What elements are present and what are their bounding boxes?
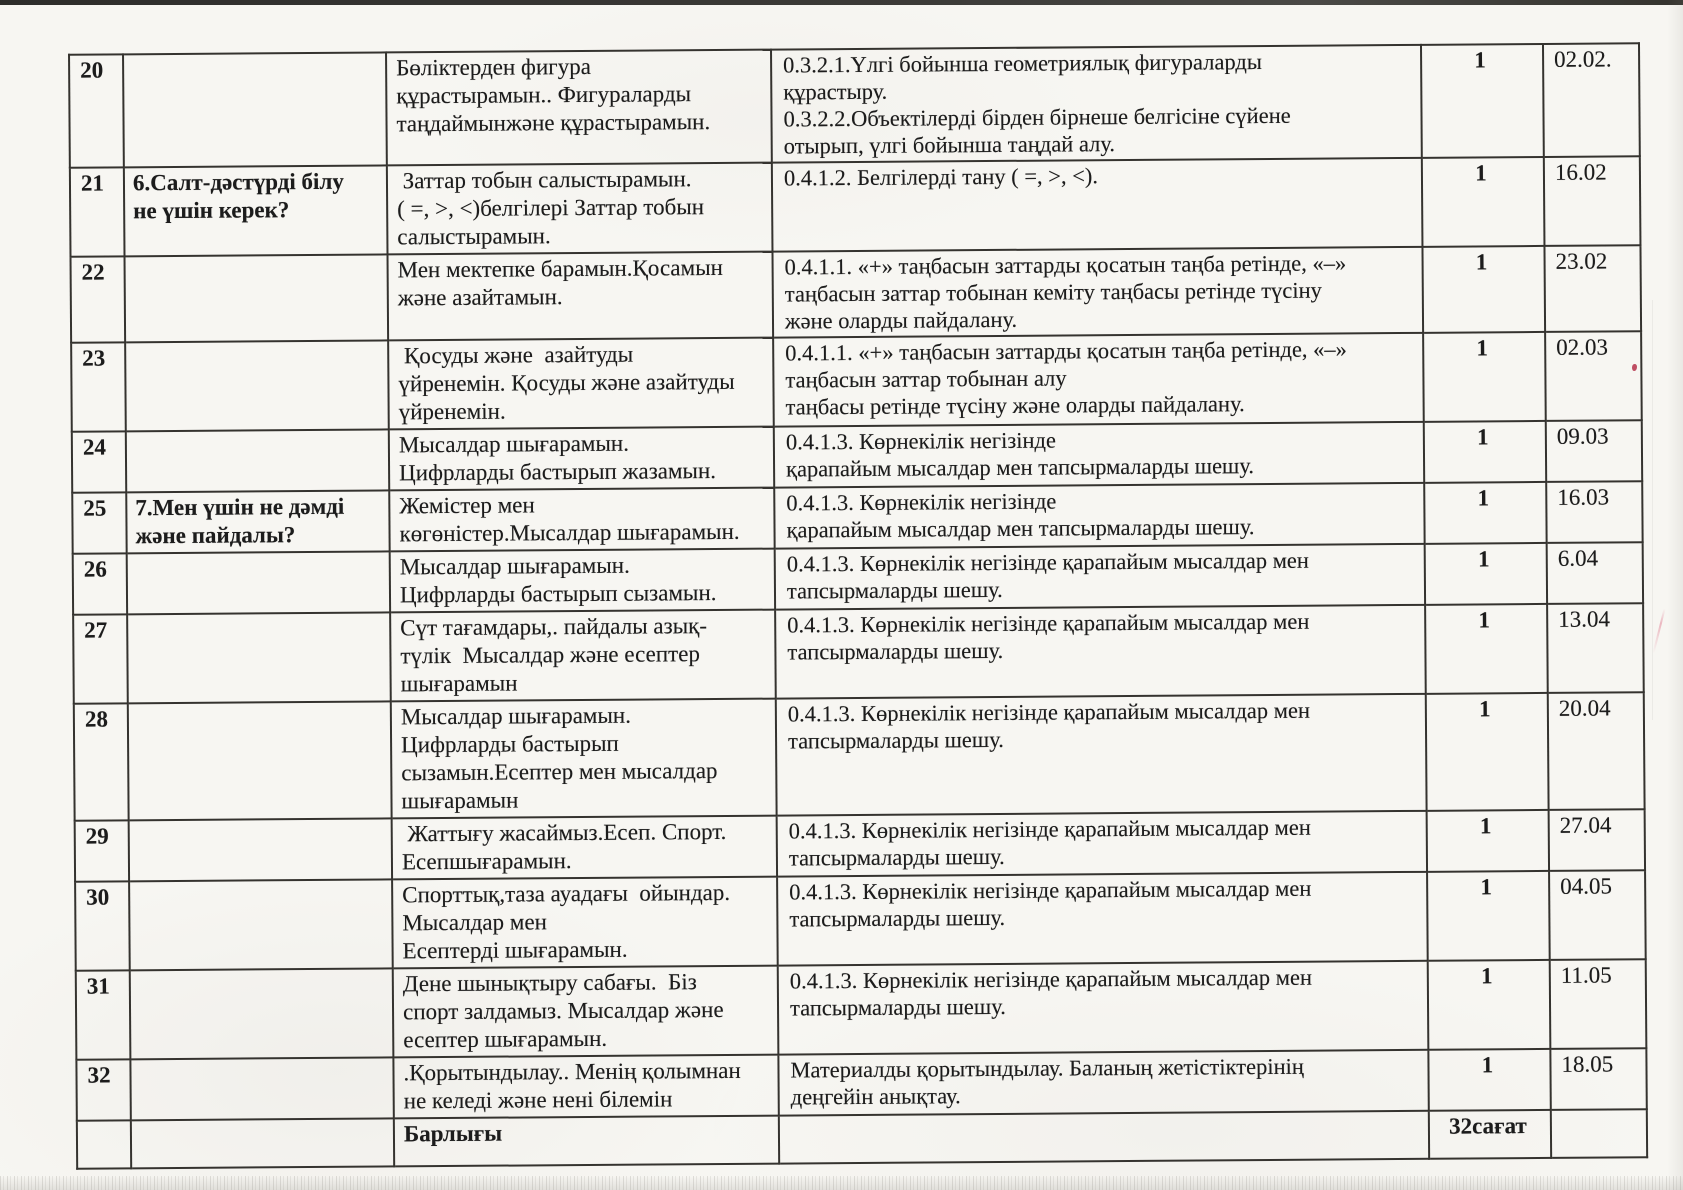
objective-cell: Материалды қорытындылау. Баланың жетістіктерінің деңгейін анықтау. [778, 1050, 1428, 1116]
totals-date-cell [1551, 1109, 1647, 1158]
date-cell: 20.04 [1548, 692, 1645, 810]
topic-cell: Жемістер мен көгөністер.Мысалдар шығарамын. [389, 488, 774, 552]
scan-top-edge [0, 0, 1683, 5]
date-cell: 16.03 [1546, 481, 1642, 543]
date-cell: 18.05 [1550, 1048, 1646, 1110]
objective-cell: 0.4.1.3. Көрнекілік негізінде қарапайым мысалдар мен тапсырмаларды шешу. [777, 811, 1427, 877]
paper-crease [1652, 300, 1653, 720]
table-row [70, 156, 1641, 257]
theme-cell [127, 612, 391, 703]
table-body [69, 43, 1647, 1120]
objective-cell: 0.4.1.3. Көрнекілік негізінде қарапайым мысалдар мен тапсырмаларды шешу. [775, 544, 1425, 610]
topic-cell: Заттар тобын салыстырамын. ( =, >, <)белгілері Заттар тобын салыстырамын. [387, 163, 773, 255]
hours-cell: 1 [1428, 1049, 1550, 1111]
topic-cell: .Қорытындылау.. Менің қолымнан не келеді және нені білемін [393, 1055, 778, 1119]
hours-cell: 1 [1425, 543, 1547, 605]
theme-cell [130, 968, 394, 1059]
hours-cell: 1 [1424, 482, 1546, 544]
date-cell: 02.03 [1545, 331, 1642, 421]
theme-cell: 7.Мен үшін не дәмді және пайдалы? [126, 490, 389, 553]
objective-cell: 0.4.1.3. Көрнекілік негізінде қарапайым мысалдар мен тапсырмаларды шешу. [776, 694, 1427, 816]
row-number-cell: 24 [72, 431, 126, 492]
scan-bottom-noise [0, 1176, 1683, 1190]
date-cell: 23.02 [1544, 245, 1641, 332]
totals-hours-cell: 32сағат [1429, 1110, 1551, 1159]
table-row [72, 420, 1642, 493]
hours-cell: 1 [1424, 421, 1546, 483]
objective-cell: 0.4.1.3. Көрнекілік негізінде қарапайым мысалдар мен тапсырмаларды шешу. [775, 605, 1426, 699]
date-cell: 11.05 [1550, 959, 1647, 1049]
objective-cell: 0.3.2.1.Үлгі бойынша геометриялық фигураларды құрастыру. 0.3.2.2.Объектілерді бірден бірнеше белгісіне сүйене отырып, үлгі бойынша таңдай алу. [771, 45, 1422, 163]
table-row [76, 959, 1647, 1060]
row-number-cell: 26 [73, 553, 127, 614]
table-row [73, 603, 1644, 704]
row-number-cell: 23 [71, 342, 126, 431]
row-number-cell: 21 [70, 167, 125, 256]
page-right-edge [1667, 0, 1683, 1190]
objective-cell: 0.4.1.3. Көрнекілік негізінде қарапайым мысалдар мен тапсырмаларды шешу. [778, 961, 1429, 1055]
theme-cell [126, 429, 389, 492]
hours-cell: 1 [1427, 810, 1549, 872]
table-row [69, 43, 1640, 168]
hours-cell: 1 [1427, 871, 1550, 961]
date-cell: 13.04 [1547, 603, 1644, 693]
theme-cell [125, 340, 389, 431]
hours-cell: 1 [1422, 246, 1545, 333]
hours-cell: 1 [1422, 157, 1545, 247]
table-row [71, 331, 1642, 432]
date-cell: 27.04 [1549, 809, 1645, 871]
topic-cell: Дене шынықтыру сабағы. Біз спорт залдамыз. Мысалдар және есептер шығарамын. [393, 966, 779, 1058]
table-row [74, 692, 1645, 821]
objective-cell: 0.4.1.3. Көрнекілік негізінде қарапайым мысалдар мен тапсырмаларды шешу. [774, 422, 1424, 488]
date-cell: 04.05 [1549, 870, 1646, 960]
topic-cell: Мысалдар шығарамын. Цифрларды бастырып сызамын. [390, 549, 775, 613]
table-row [72, 481, 1642, 554]
objective-cell: 0.4.1.1. «+» таңбасын заттарды қосатын таңба ретінде, «–» таңбасын заттар тобынан алу таңбасы ретінде түсіну және оларды пайдалану. [773, 333, 1424, 427]
objective-cell: 0.4.1.3. Көрнекілік негізінде қарапайым мысалдар мен тапсырмаларды шешу. [774, 483, 1424, 549]
totals-label-cell: Барлығы [394, 1116, 779, 1167]
totals-num-cell [77, 1120, 131, 1168]
topic-cell: Мысалдар шығарамын. Цифрларды бастырып жазамын. [389, 427, 774, 491]
date-cell: 09.03 [1546, 420, 1642, 482]
topic-cell: Бөліктерден фигура құрастырамын.. Фигураларды таңдаймынжәне құрастырамын. [386, 50, 772, 166]
row-number-cell: 30 [75, 881, 130, 970]
table-footer [77, 1109, 1647, 1169]
row-number-cell: 32 [76, 1059, 130, 1120]
totals-row [77, 1109, 1647, 1169]
theme-cell [130, 1057, 393, 1120]
topic-cell: Қосуды және азайтуды үйренемін. Қосуды және азайтуды үйренемін. [388, 338, 774, 430]
hours-cell: 1 [1423, 332, 1546, 422]
topic-cell: Мен мектепке барамын.Қосамын және азайтамын. [388, 252, 774, 341]
hours-cell: 1 [1426, 693, 1549, 811]
table-row [75, 870, 1646, 971]
row-number-cell: 20 [69, 54, 124, 167]
row-number-cell: 28 [74, 703, 129, 820]
table-row [73, 542, 1643, 615]
row-number-cell: 29 [75, 820, 129, 881]
objective-cell: 0.4.1.2. Белгілерді тану ( =, >, <). [772, 158, 1423, 252]
topic-cell: Жаттығу жасаймыз.Есеп. Спорт. Есепшығарамын. [392, 816, 777, 880]
date-cell: 02.02. [1543, 43, 1640, 157]
lesson-plan-table [68, 42, 1648, 1169]
date-cell: 6.04 [1547, 542, 1643, 604]
lesson-plan-sheet [68, 42, 1648, 1169]
row-number-cell: 25 [72, 492, 126, 553]
row-number-cell: 22 [71, 256, 126, 342]
theme-cell [125, 254, 389, 342]
objective-cell: 0.4.1.3. Көрнекілік негізінде қарапайым мысалдар мен тапсырмаларды шешу. [777, 872, 1428, 966]
row-number-cell: 27 [73, 614, 128, 703]
hours-cell: 1 [1425, 604, 1548, 694]
table-row [71, 245, 1642, 343]
topic-cell: Мысалдар шығарамын. Цифрларды бастырып сызамын.Есептер мен мысалдар шығарамын [391, 699, 777, 819]
theme-cell [127, 551, 390, 614]
hours-cell: 1 [1421, 44, 1544, 158]
date-cell: 16.02 [1544, 156, 1641, 246]
totals-theme-cell [131, 1118, 394, 1168]
topic-cell: Сүт тағамдары,. пайдалы азық- түлік Мысалдар және есептер шығарамын [390, 610, 776, 702]
theme-cell: 6.Салт-дәстүрді білу не үшін керек? [124, 165, 388, 256]
table-row [76, 1048, 1646, 1121]
theme-cell [123, 52, 387, 167]
hours-cell: 1 [1428, 960, 1551, 1050]
row-number-cell: 31 [76, 970, 131, 1059]
theme-cell [129, 818, 392, 881]
theme-cell [129, 879, 393, 970]
theme-cell [128, 701, 392, 820]
totals-objective-cell [779, 1111, 1429, 1164]
table-row [75, 809, 1645, 882]
pink-scan-scratch [1652, 608, 1665, 653]
topic-cell: Спорттық,таза ауадағы ойындар. Мысалдар мен Есептерді шығарамын. [392, 877, 778, 969]
objective-cell: 0.4.1.1. «+» таңбасын заттарды қосатын таңба ретінде, «–» таңбасын заттар тобынан кеміту таңбасы ретінде түсіну және оларды пайдалану. [772, 247, 1423, 338]
